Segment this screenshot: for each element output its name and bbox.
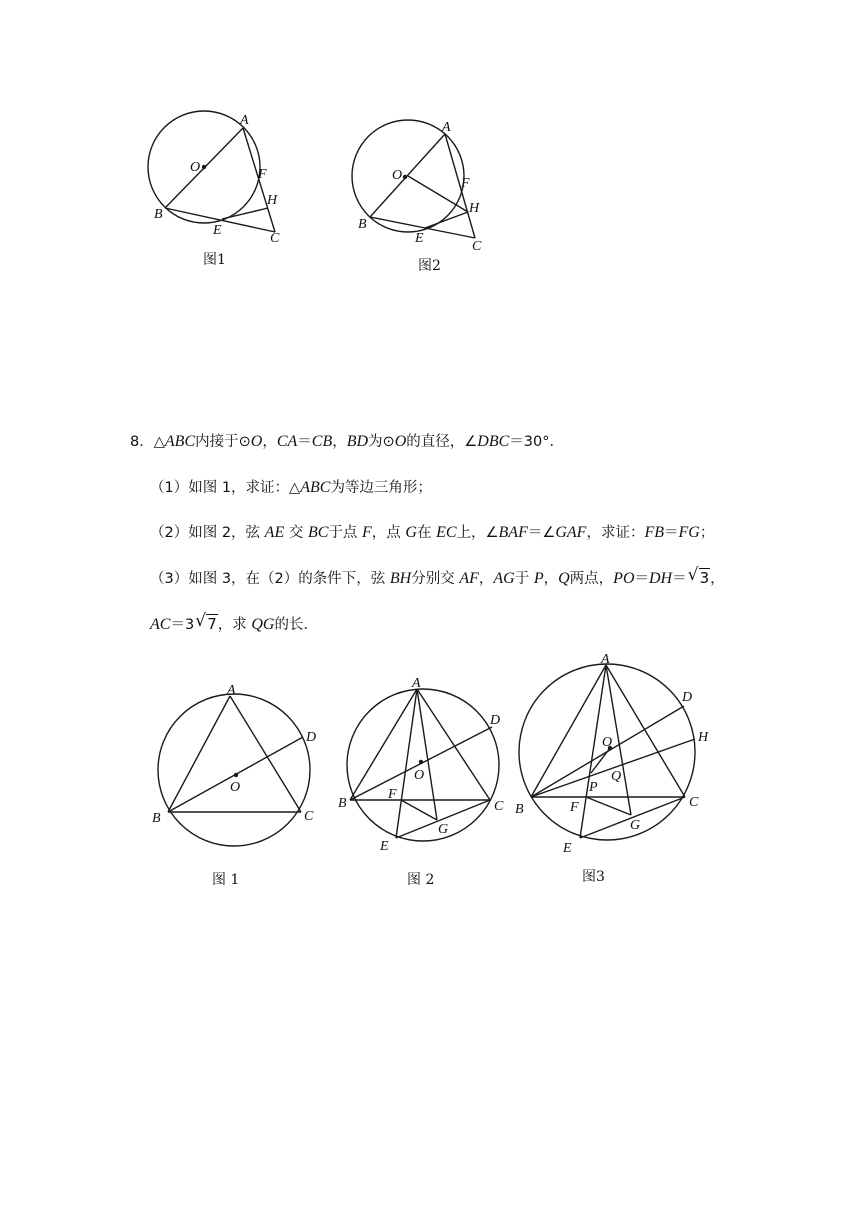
text-run: ＝: [672, 571, 687, 587]
label-g: G: [438, 822, 449, 837]
text-run: ＝: [297, 434, 312, 450]
label-f: F: [388, 787, 397, 802]
text-run: ，: [543, 571, 559, 587]
text-run: ＝: [664, 525, 679, 541]
sqrt-3: √ 3: [687, 565, 710, 587]
segment-eh: [222, 208, 268, 219]
segment-ae: [396, 689, 417, 838]
label-c: C: [304, 809, 314, 824]
caption-bot-fig1: 图 1: [212, 872, 240, 888]
label-c: C: [689, 795, 699, 810]
text-run: ，: [262, 434, 277, 450]
text-run: ，: [478, 571, 494, 587]
label-b: B: [338, 796, 347, 811]
label-a: A: [601, 652, 610, 667]
problem-stem: [130, 432, 564, 452]
label-q: Q: [611, 769, 622, 784]
math-run: AC: [150, 616, 171, 633]
label-b: B: [154, 207, 163, 222]
segment-ac: [445, 134, 475, 238]
text-run: ，点: [371, 525, 401, 541]
bottom-figure-3: [515, 652, 709, 885]
math-run: DBC: [477, 433, 510, 450]
label-f: F: [258, 167, 267, 182]
text-run: 分别交: [411, 571, 455, 587]
problem-number: 8．: [130, 434, 154, 450]
text-run: 两点，: [569, 571, 614, 587]
label-h: H: [698, 730, 709, 745]
label-d: D: [306, 730, 317, 745]
label-f: F: [570, 800, 579, 815]
part-3-continued: [150, 611, 318, 635]
text-run: ，: [710, 571, 725, 587]
label-a: A: [442, 120, 451, 135]
segment-ae: [580, 665, 606, 838]
math-run: DH: [649, 570, 673, 587]
label-h: H: [469, 201, 480, 216]
math-run: EC: [436, 524, 457, 541]
label-o: O: [230, 780, 241, 795]
label-f: F: [461, 176, 470, 191]
bottom-figure-1: [152, 683, 316, 888]
math-run: CB: [311, 433, 333, 450]
part-2: [150, 523, 714, 543]
label-c: C: [472, 239, 482, 254]
text-run: 于点: [328, 525, 358, 541]
label-e: E: [563, 841, 572, 856]
sqrt-7: √ 7: [195, 611, 217, 633]
math-run: FB: [644, 524, 664, 541]
label-o: O: [414, 768, 425, 783]
text-run: △: [153, 434, 165, 450]
center-dot: [419, 760, 423, 764]
circle-o: [158, 694, 310, 846]
label-o: O: [602, 735, 613, 750]
math-run: ABC: [300, 479, 331, 496]
math-run: BH: [389, 570, 412, 587]
label-d: D: [682, 690, 693, 705]
text-run: ，求: [217, 617, 247, 633]
caption-top-fig1: 图1: [203, 252, 226, 268]
text-run: ＝3: [170, 617, 195, 633]
label-o: O: [190, 160, 201, 175]
segment-ab: [531, 665, 606, 797]
math-run: AG: [493, 570, 515, 587]
text-run: （1）如图 1，求证：△: [150, 480, 301, 496]
center-dot: [234, 773, 238, 777]
label-g: G: [630, 818, 641, 833]
label-p: P: [589, 780, 598, 795]
math-run: O: [250, 433, 263, 450]
circle-o: [347, 689, 499, 841]
math-run: GAF: [555, 524, 587, 541]
math-run: PO: [613, 570, 635, 587]
segment-fg: [401, 800, 437, 820]
label-b: B: [515, 802, 524, 817]
text-run: （2）如图 2，弦: [150, 525, 261, 541]
segment-fg: [586, 797, 631, 815]
math-run: AF: [459, 570, 479, 587]
math-run: P: [533, 570, 544, 587]
label-h: H: [267, 193, 278, 208]
label-a: A: [227, 683, 236, 698]
math-run: G: [405, 524, 417, 541]
math-run: FG: [678, 524, 700, 541]
text-run: 为等边三角形；: [330, 480, 432, 496]
math-run: ABC: [164, 433, 196, 450]
top-figure-1: [148, 111, 280, 268]
math-run: BC: [307, 524, 329, 541]
text-run: 交: [288, 525, 304, 541]
segment-ac: [417, 689, 490, 800]
label-c: C: [494, 799, 504, 814]
label-b: B: [358, 217, 367, 232]
math-run: CA: [276, 433, 298, 450]
radicand: 7: [207, 615, 217, 633]
text-run: 上，∠: [456, 525, 499, 541]
text-run: ，求证：: [586, 525, 645, 541]
caption-bot-fig2: 图 2: [407, 872, 435, 888]
text-run: ；: [699, 525, 715, 541]
label-e: E: [415, 231, 424, 246]
math-run: Q: [558, 570, 570, 587]
text-run: ＝∠: [527, 525, 556, 541]
segment-ac: [230, 696, 301, 812]
center-dot: [403, 175, 407, 179]
label-b: B: [152, 811, 161, 826]
label-e: E: [213, 223, 222, 238]
label-d: D: [490, 713, 501, 728]
math-run: QG: [251, 616, 275, 633]
text-run: 内接于⊙: [195, 434, 251, 450]
radicand: 3: [699, 569, 710, 587]
text-run: ＝: [634, 571, 649, 587]
part-3: [150, 565, 725, 589]
segment-ab: [370, 134, 445, 217]
label-a: A: [240, 113, 249, 128]
text-run: 的长．: [274, 617, 318, 633]
text-run: 的直径，∠: [406, 434, 478, 450]
math-run: O: [394, 433, 407, 450]
math-run: AE: [264, 524, 285, 541]
center-dot: [202, 165, 206, 169]
label-c: C: [270, 231, 280, 246]
text-run: （3）如图 3，在（2）的条件下，弦: [150, 571, 386, 587]
math-run: F: [362, 524, 372, 541]
text-run: ＝30°．: [509, 434, 564, 450]
text-run: ，: [332, 434, 347, 450]
math-run: BAF: [498, 524, 528, 541]
label-e: E: [380, 839, 389, 854]
label-a: A: [412, 676, 421, 691]
caption-bot-fig3: 图3: [582, 869, 605, 885]
segment-eh: [425, 212, 468, 228]
bottom-figure-2: [338, 676, 504, 888]
caption-top-fig2: 图2: [418, 258, 441, 274]
math-run: BD: [346, 433, 369, 450]
top-figure-2: [352, 120, 482, 274]
segment-po: [591, 748, 610, 773]
part-1: [150, 478, 432, 498]
label-o: O: [392, 168, 403, 183]
text-run: 为⊙: [368, 434, 395, 450]
text-run: 在: [416, 525, 432, 541]
text-run: 于: [514, 571, 530, 587]
